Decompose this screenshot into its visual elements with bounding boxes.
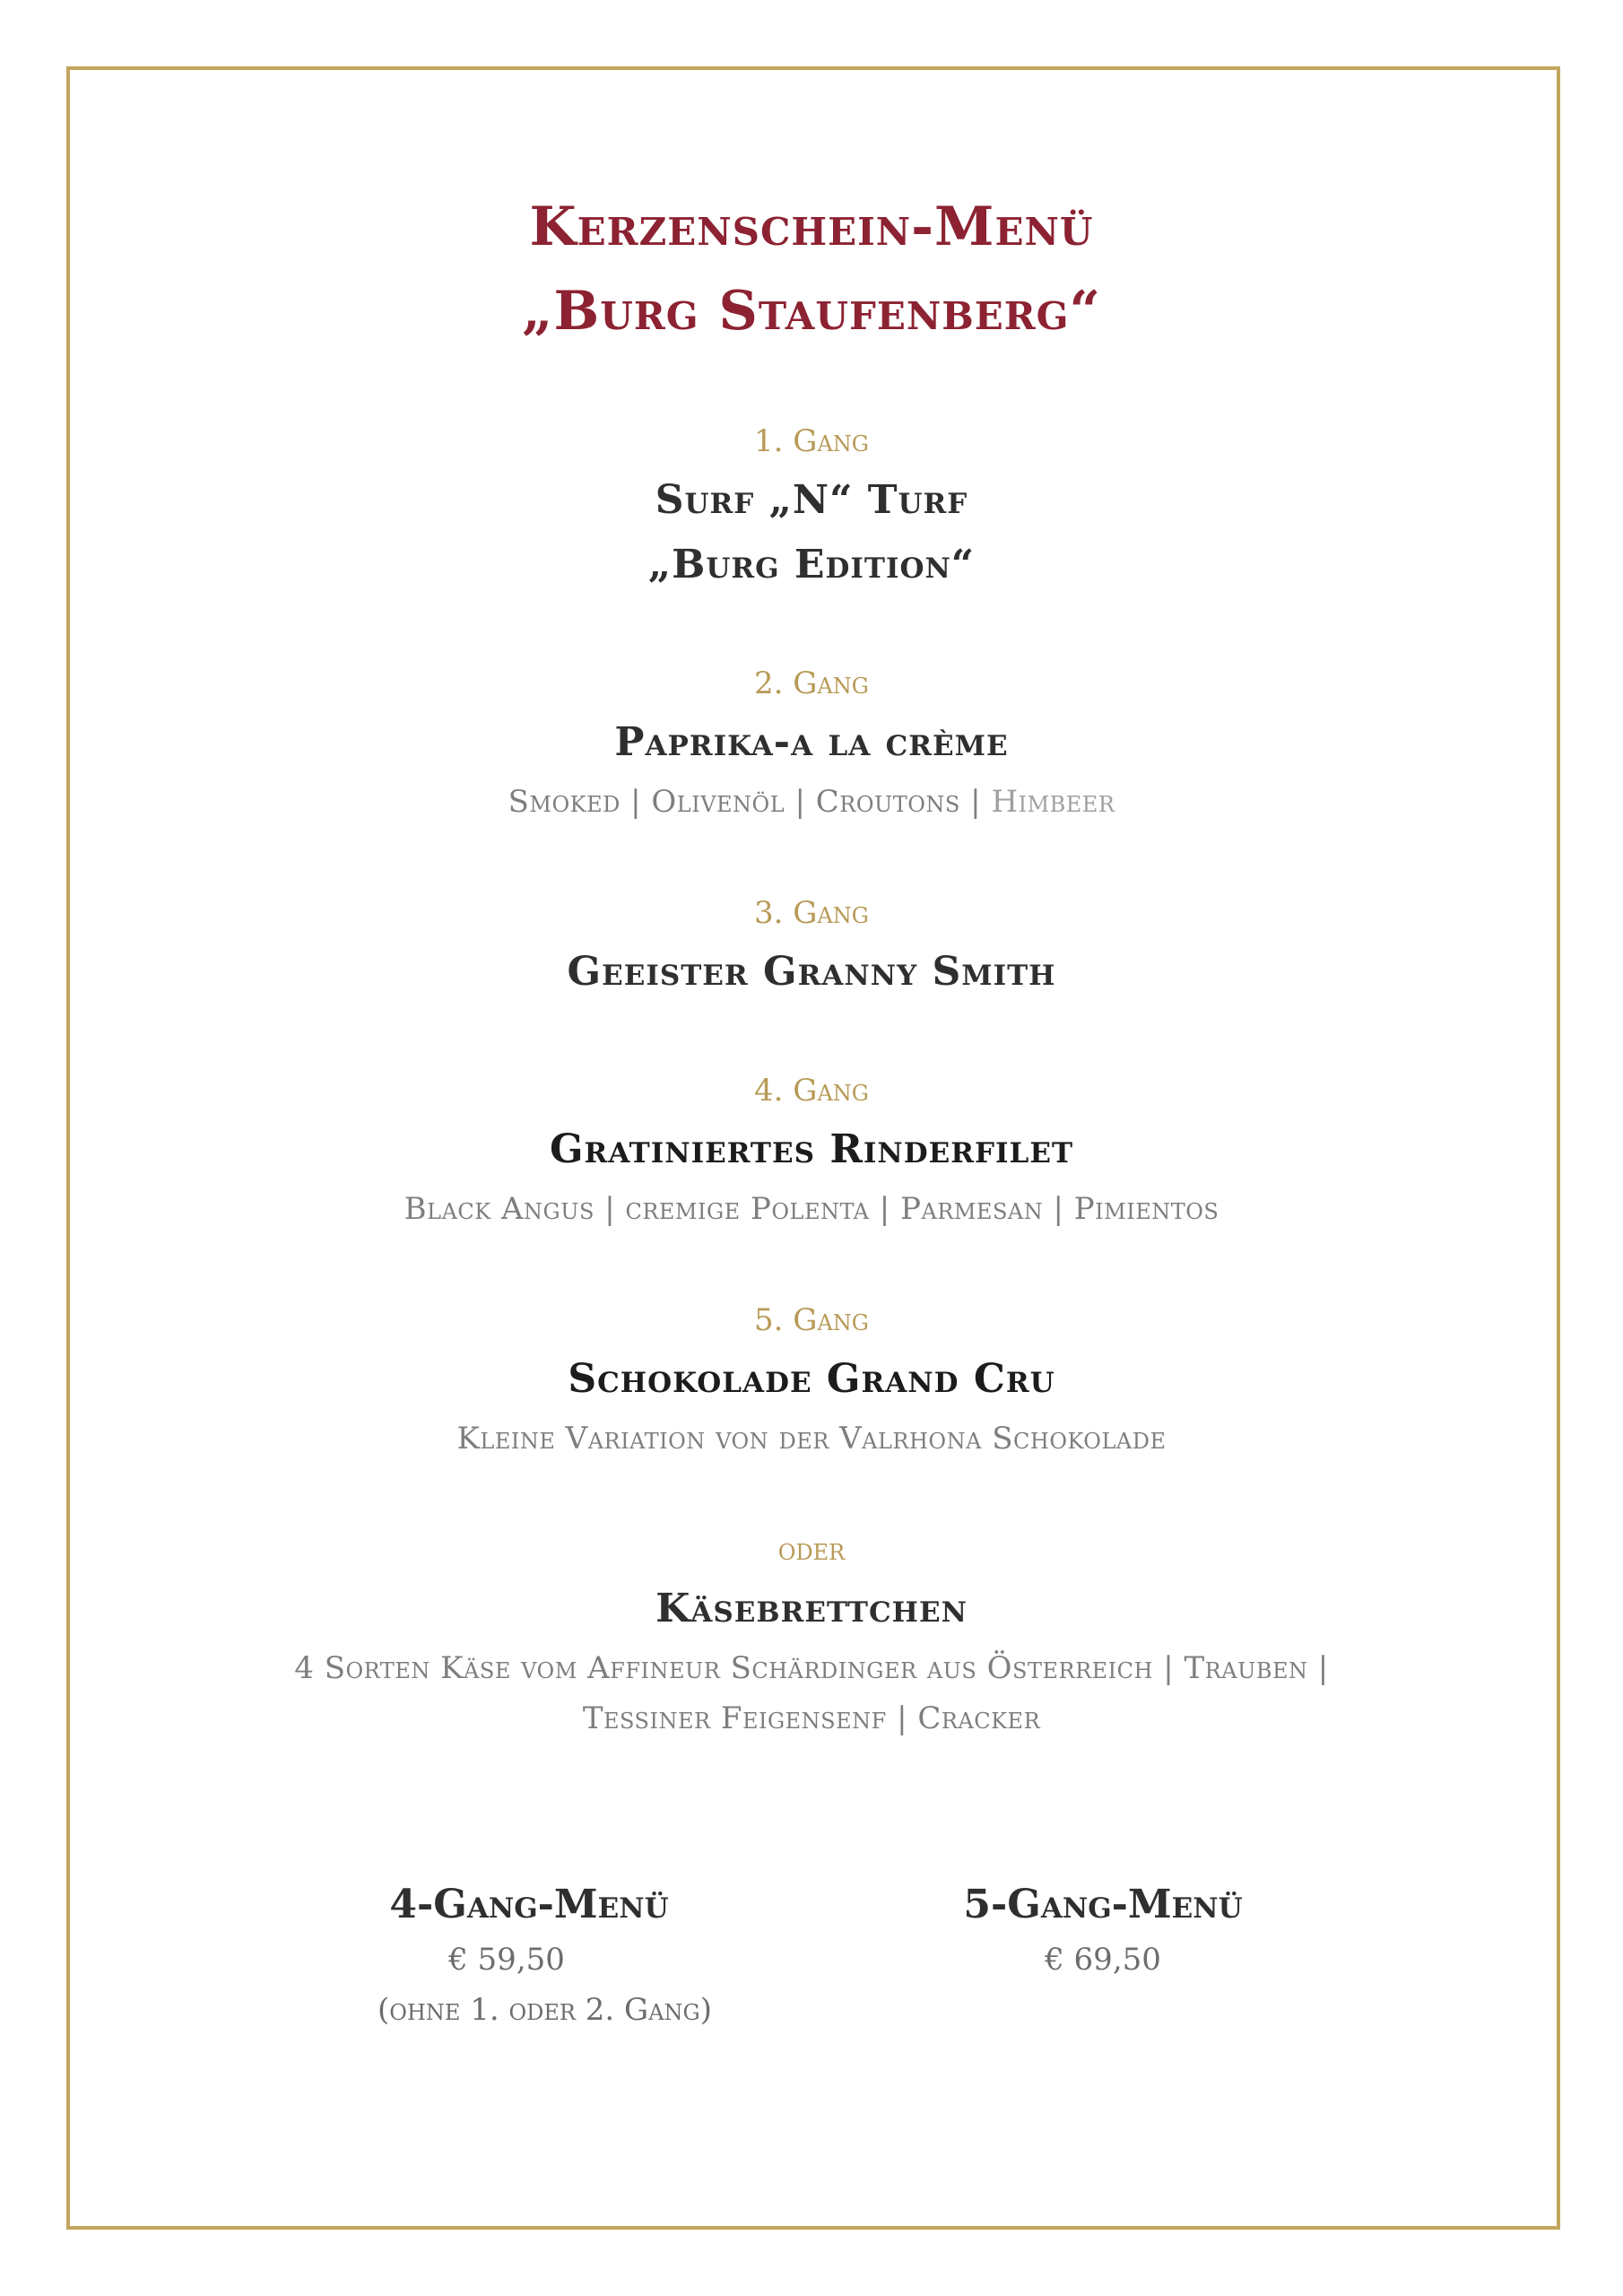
alternative-label: oder (777, 1532, 846, 1568)
menu-title: Kerzenschein-Menü (529, 196, 1094, 258)
course-3-label: 3. Gang (754, 895, 869, 931)
course-2-description-main: Smoked | Olivenöl | Croutons | (508, 784, 992, 820)
course-4-description: Black Angus | cremige Polenta | Parmesan | Pimientos (404, 1191, 1219, 1227)
course-2-dish: Paprika-a la crème (614, 719, 1009, 765)
alternative-dish: Käsebrettchen (655, 1586, 968, 1631)
price-5-course-value: € 69,50 (1045, 1942, 1161, 1978)
price-4-course-note: (ohne 1. oder 2. Gang) (378, 1992, 712, 2028)
course-4-dish: Gratiniertes Rinderfilet (549, 1126, 1074, 1172)
course-5-description: Kleine Variation von der Valrhona Schokolade (456, 1421, 1167, 1457)
course-4-label: 4. Gang (754, 1073, 869, 1109)
price-5-course-title: 5-Gang-Menü (963, 1882, 1243, 1927)
course-2-description-highlight: Himbeer (991, 784, 1115, 820)
course-5-label: 5. Gang (754, 1302, 869, 1338)
price-block-4-course (341, 1882, 717, 2028)
course-2-description (0, 784, 1623, 820)
price-block-5-course (915, 1882, 1291, 1978)
course-5-dish: Schokolade Grand Cru (568, 1356, 1055, 1402)
course-1-dish-line2: „Burg Edition“ (647, 542, 976, 587)
price-4-course-value: € 59,50 (448, 1942, 565, 1978)
alternative-description-line1: 4 Sorten Käse vom Affineur Schärdinger aus Österreich | Trauben | (294, 1650, 1329, 1686)
course-2-label: 2. Gang (754, 665, 869, 701)
course-1-dish-line1: Surf „N“ Turf (655, 477, 968, 523)
course-3-dish: Geeister Granny Smith (567, 949, 1056, 995)
price-4-course-title: 4-Gang-Menü (389, 1882, 669, 1927)
alternative-description-line2: Tessiner Feigensenf | Cracker (582, 1700, 1041, 1736)
menu-subtitle: „Burg Staufenberg“ (521, 280, 1102, 343)
course-1-label: 1. Gang (754, 423, 869, 459)
